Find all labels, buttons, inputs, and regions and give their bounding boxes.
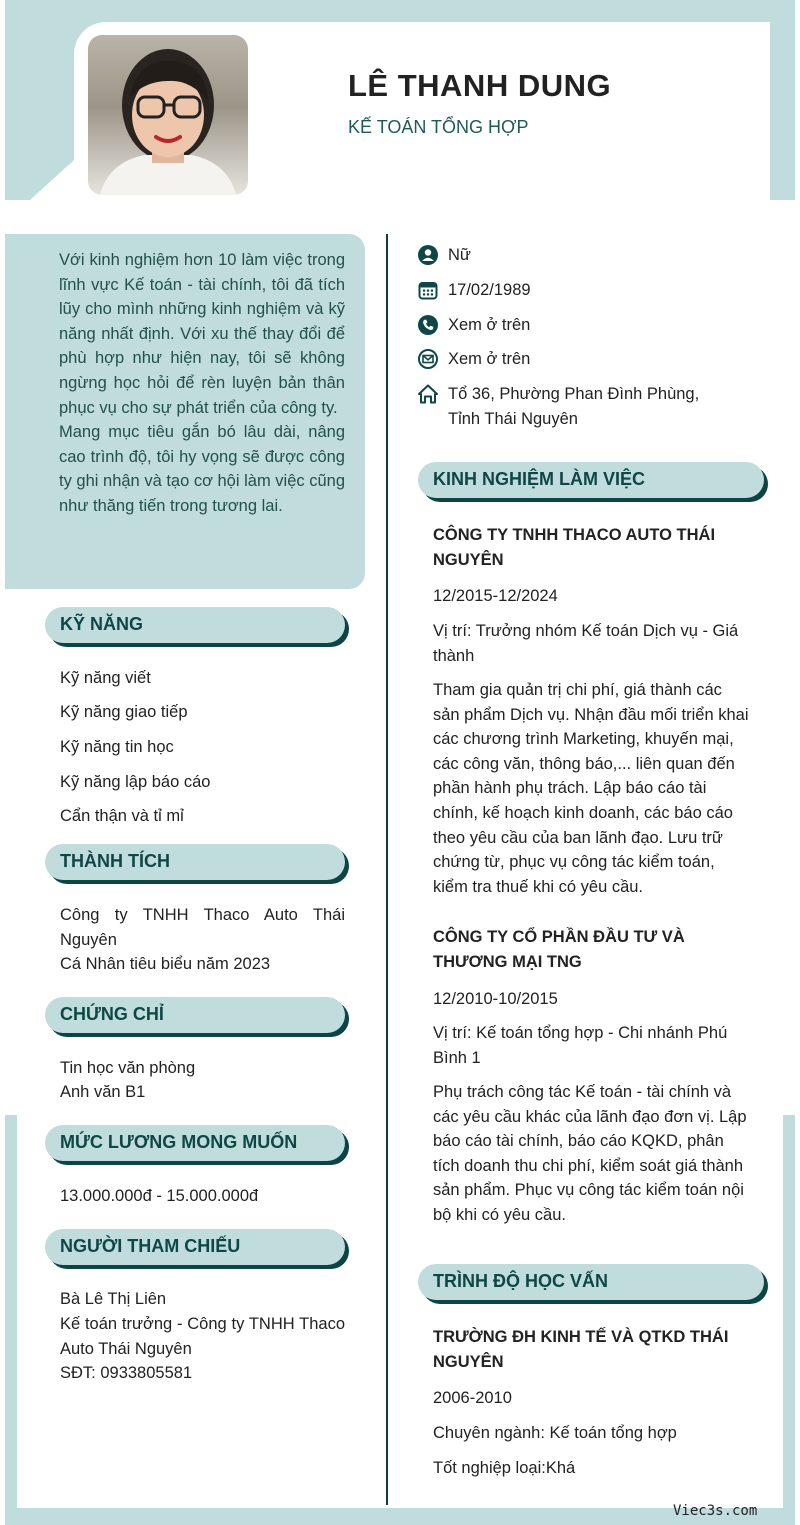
career-summary — [59, 248, 345, 519]
education-period: 2006-2010 — [433, 1389, 512, 1407]
reference-name: Bà Lê Thị Liên — [60, 1290, 167, 1308]
salary-header — [45, 1125, 345, 1161]
skill-item: Kỹ năng viết — [60, 669, 151, 687]
job-period: 12/2015-12/2024 — [433, 587, 558, 605]
phone-icon — [418, 315, 438, 335]
skill-item: Kỹ năng giao tiếp — [60, 703, 188, 721]
certificates-heading: CHỨNG CHỈ — [60, 1004, 164, 1024]
reference-position: Kế toán trưởng - Công ty TNHH Thaco Auto Thái Nguyên — [60, 1315, 345, 1358]
dob-value: 17/02/1989 — [448, 281, 531, 299]
achievement-org: Công ty TNHH Thaco Auto Thái Nguyên — [60, 906, 345, 949]
avatar — [88, 35, 248, 195]
achievements-header — [45, 844, 345, 880]
user-icon — [418, 245, 438, 265]
salary-value: 13.000.000đ - 15.000.000đ — [60, 1187, 259, 1205]
summary-paragraph: Mang mục tiêu gắn bó lâu dài, nâng cao trình độ, tôi hy vọng sẽ được công ty ghi nhận và tạo cơ hội làm việc cũng như thăng tiến trong tương lai. — [59, 423, 345, 515]
candidate-name: LÊ THANH DUNG — [348, 68, 612, 103]
education-major: Chuyên ngành: Kế toán tổng hợp — [433, 1424, 677, 1442]
job-company: CÔNG TY CỔ PHẦN ĐẦU TƯ VÀ THƯƠNG MẠI TNG — [433, 928, 685, 971]
education-grade: Tốt nghiệp loại:Khá — [433, 1459, 576, 1477]
education-heading: TRÌNH ĐỘ HỌC VẤN — [433, 1271, 608, 1291]
footer-brand: Viec3s.com — [673, 1503, 758, 1519]
job-period: 12/2010-10/2015 — [433, 990, 558, 1008]
achievement-award: Cá Nhân tiêu biểu năm 2023 — [60, 955, 271, 973]
reference-phone: SĐT: 0933805581 — [60, 1364, 193, 1382]
job-position: Vị trí: Trưởng nhóm Kế toán Dịch vụ - Giá thành — [433, 622, 739, 665]
skill-item: Kỹ năng lập báo cáo — [60, 773, 211, 791]
reference-heading: NGƯỜI THAM CHIẾU — [60, 1236, 241, 1256]
certificate-item: Tin học văn phòng — [60, 1059, 196, 1077]
skill-item: Kỹ năng tin học — [60, 738, 174, 756]
skills-heading: KỸ NĂNG — [60, 614, 144, 634]
job-description: Tham gia quản trị chi phí, giá thành các sản phẩm Dịch vụ. Nhận đầu mối triển khai các chương trình Marketing, khuyến mại, các công văn, thông báo,... liên quan đến phần hành phụ trách. Lập báo cáo tài chính, kế hoạch kinh doanh, các báo cáo theo yêu cầu của ban lãnh đạo. Lưu trữ chứng từ, phục vụ công tác kiểm toán, kiểm tra thuế khi có yêu cầu. — [433, 681, 749, 896]
salary-heading: MỨC LƯƠNG MONG MUỐN — [60, 1132, 298, 1152]
experience-header — [418, 462, 764, 498]
job-description: Phụ trách công tác Kế toán - tài chính và các yêu cầu khác của lãnh đạo đơn vị. Lập báo cáo tài chính, báo cáo KQKD, phân tích doanh thu chi phí, kiểm soát giá thành sản phẩm. Phục vụ công tác kiểm toán nội bộ khi có yêu cầu. — [433, 1083, 747, 1224]
education-school: TRƯỜNG ĐH KINH TẾ VÀ QTKD THÁI NGUYÊN — [433, 1328, 729, 1371]
phone-value: Xem ở trên — [448, 316, 531, 334]
email-value: Xem ở trên — [448, 350, 531, 368]
home-icon — [418, 384, 438, 404]
gender-value: Nữ — [448, 246, 471, 264]
education-header — [418, 1264, 764, 1300]
skills-header — [45, 607, 345, 643]
experience-heading: KINH NGHIỆM LÀM VIỆC — [433, 469, 646, 489]
skill-item: Cẩn thận và tỉ mỉ — [60, 807, 184, 825]
column-divider — [386, 234, 388, 1505]
job-company: CÔNG TY TNHH THACO AUTO THÁI NGUYÊN — [433, 526, 716, 569]
envelope-icon — [418, 349, 438, 369]
summary-paragraph: Với kinh nghiệm hơn 10 làm việc trong lĩnh vực Kế toán - tài chính, tôi đã tích lũy cho mình những kinh nghiệm và kỹ năng nhất định. Với xu thế thay đổi để phù hợp như hiện nay, tôi sẽ không ngừng học hỏi để rèn luyện bản thân phục vụ cho sự phát triển của công ty. — [59, 251, 345, 417]
certificate-item: Anh văn B1 — [60, 1083, 146, 1101]
frame-right-edge — [783, 1115, 795, 1525]
reference-header — [45, 1229, 345, 1265]
certificates-header — [45, 997, 345, 1033]
job-position: Vị trí: Kế toán tổng hợp - Chi nhánh Phú Bình 1 — [433, 1024, 728, 1067]
header-notch — [30, 160, 74, 200]
address-line-2: Tỉnh Thái Nguyên — [448, 410, 578, 428]
frame-left-edge — [5, 1115, 17, 1525]
calendar-icon — [418, 280, 438, 300]
achievements-heading: THÀNH TÍCH — [60, 851, 170, 871]
address-line-1: Tổ 36, Phường Phan Đình Phùng, — [448, 385, 700, 403]
candidate-title: KẾ TOÁN TỔNG HỢP — [348, 117, 529, 137]
